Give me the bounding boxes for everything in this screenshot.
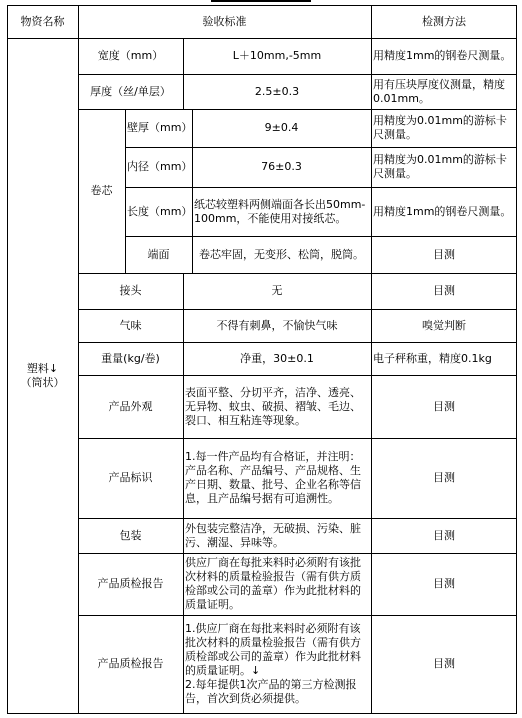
item-inner-diameter: 内径（mm） <box>127 160 192 173</box>
grid-line <box>371 5 372 714</box>
item-joint: 接头 <box>119 284 142 297</box>
method-weight: 电子秤称重，精度0.1kg <box>373 351 492 365</box>
grid-line <box>78 342 517 343</box>
item-odor: 气味 <box>119 318 142 332</box>
grid-line <box>7 713 517 714</box>
standard-weight: 净重，30±0.1 <box>240 351 314 365</box>
standard-wall-thickness: 9±0.4 <box>264 121 299 134</box>
item-length: 长度（mm） <box>127 204 192 218</box>
header-material: 物资名称 <box>20 14 65 28</box>
standard-qc-report-2: 1.供应厂商在每批来料时必须附有该批次材料的质量检验报告（需有供方质检部或公司的盖章）作为此批材料的质量证明。↓ 2.每年提供1次产品的第三方检测报告，首次到货必须提供。 <box>185 622 361 705</box>
standard-inner-diameter: 76±0.3 <box>261 160 302 173</box>
method-odor: 嗅觉判断 <box>422 318 466 332</box>
item-qc-report-2: 产品质检报告 <box>97 657 164 670</box>
item-thickness: 厚度（丝/单层） <box>90 84 171 98</box>
method-packaging: 目测 <box>433 528 455 542</box>
grid-line <box>125 147 517 148</box>
method-length: 用精度1mm的钢卷尺测量。 <box>373 204 512 218</box>
standard-length: 纸芯较塑料两侧端面各长出50mm-100mm，不能使用对接纸芯。 <box>194 197 366 225</box>
standard-joint: 无 <box>271 284 283 297</box>
grid-line <box>78 273 517 274</box>
method-appearance: 目测 <box>433 399 455 413</box>
standard-width: L＋10mm,-5mm <box>232 49 322 62</box>
item-appearance: 产品外观 <box>108 399 153 413</box>
standard-packaging: 外包装完整洁净，无破损、污染、脏污、潮湿、异味等。 <box>185 521 361 549</box>
header-method: 检测方法 <box>422 14 466 28</box>
method-inner-diameter: 用精度为0.01mm的游标卡尺测量。 <box>373 153 507 180</box>
standard-thickness: 2.5±0.3 <box>254 84 300 98</box>
item-end-face: 端面 <box>147 247 170 261</box>
grid-line <box>125 109 126 273</box>
grid-line <box>7 5 8 714</box>
core-group-label: 卷芯 <box>90 184 113 197</box>
item-wall-thickness: 壁厚（mm） <box>127 121 192 134</box>
grid-line <box>192 109 193 273</box>
method-qc-report-1: 目测 <box>433 577 455 590</box>
grid-line <box>125 236 517 237</box>
standard-labeling: 1.每一件产品均有合格证，并注明：产品名称、产品编号、产品规格、生产日期、数量、批号、企业名称等信息，且产品编号据有可追溯性。 <box>185 450 361 505</box>
item-weight: 重量(kg/卷) <box>101 351 160 365</box>
method-thickness: 用有压块厚度仪测量，精度0.01mm。 <box>373 77 505 105</box>
standard-end-face: 卷芯牢固，无变形、松筒，脱筒。 <box>199 247 364 261</box>
grid-line <box>7 5 517 6</box>
grid-line <box>78 5 79 714</box>
item-width: 宽度（mm） <box>97 49 164 62</box>
grid-line <box>516 5 517 714</box>
grid-line <box>78 615 517 616</box>
grid-line <box>78 375 517 376</box>
grid-line <box>78 438 517 439</box>
grid-line <box>183 38 184 109</box>
item-labeling: 产品标识 <box>108 471 153 484</box>
grid-line <box>125 187 517 188</box>
grid-line <box>7 38 517 39</box>
material-name: 塑料↓ （筒状） <box>20 361 65 389</box>
method-wall-thickness: 用精度为0.01mm的游标卡尺测量。 <box>373 114 507 141</box>
header-standard: 验收标准 <box>202 14 247 28</box>
method-labeling: 目测 <box>433 471 455 484</box>
standard-qc-report-1: 供应厂商在每批来料时必须附有该批次材料的质量检验报告（需有供方质检部或公司的盖章）作为此批材料的质量证明。 <box>185 556 361 611</box>
standard-odor: 不得有刺鼻，不愉快气味 <box>216 318 338 332</box>
grid-line <box>78 74 517 75</box>
grid-line <box>78 109 517 110</box>
grid-line <box>183 273 184 714</box>
method-qc-report-2: 目测 <box>433 657 455 670</box>
item-packaging: 包装 <box>119 528 142 542</box>
method-end-face: 目测 <box>433 247 455 261</box>
grid-line <box>78 309 517 310</box>
grid-line <box>78 518 517 519</box>
method-joint: 目测 <box>433 284 455 297</box>
standard-appearance: 表面平整、分切平齐，洁净、透亮、无异物、蚊虫、破损、褶皱、毛边、裂口、相互粘连等现象。 <box>185 385 361 427</box>
method-width: 用精度1mm的钢卷尺测量。 <box>373 49 512 62</box>
item-qc-report-1: 产品质检报告 <box>97 577 164 590</box>
grid-line <box>78 553 517 554</box>
